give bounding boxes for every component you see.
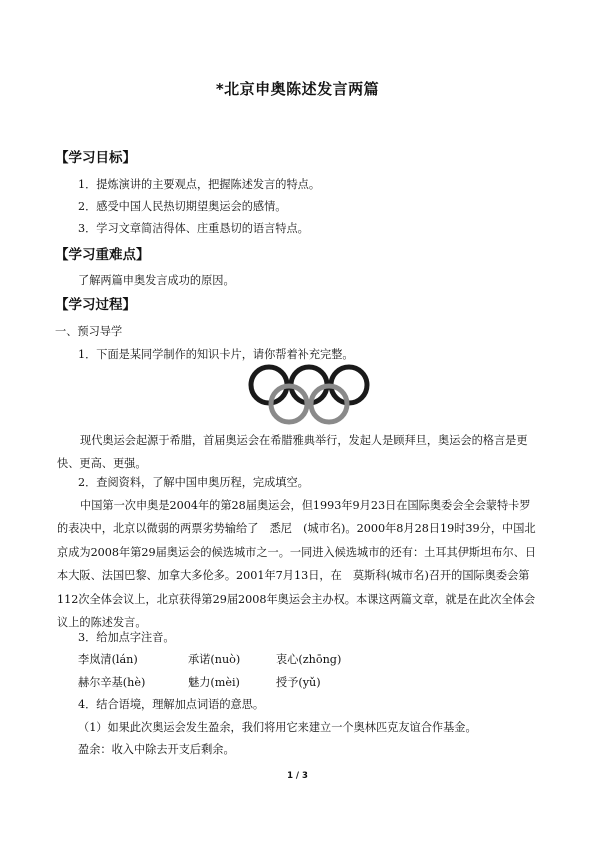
part-heading-preview: 一、预习导学 bbox=[55, 325, 123, 338]
knowledge-card-text: 现代奥运会起源于希腊，首届奥运会在希腊雅典举行，发起人是顾拜旦，奥运会的格言是更快、更高、更强。 bbox=[57, 434, 528, 471]
question-4: 4．结合语境，理解加点词语的意思。 bbox=[78, 698, 265, 711]
pinyin-item: 衷心(zhōng) bbox=[276, 653, 342, 666]
question-1: 1．下面是某同学制作的知识卡片，请你帮着补充完整。 bbox=[78, 348, 354, 361]
pinyin-item: 李岚清(lán) bbox=[78, 653, 138, 666]
section-heading-goals: 【学习目标】 bbox=[55, 150, 136, 166]
question-4-1-answer: 盈余：收入中除去开支后剩余。 bbox=[78, 743, 235, 756]
question-4-1: （1）如果此次奥运会发生盈余，我们将用它来建立一个奥林匹克友谊合作基金。 bbox=[78, 721, 477, 734]
goal-item-1: 1．提炼演讲的主要观点，把握陈述发言的特点。 bbox=[78, 178, 321, 191]
olympic-rings-icon bbox=[245, 364, 375, 426]
pinyin-item: 魅力(mèi) bbox=[188, 676, 240, 689]
page-number: 1 / 3 bbox=[287, 771, 308, 781]
pinyin-item: 赫尔辛基(hè) bbox=[78, 676, 146, 689]
page-title: *北京申奥陈述发言两篇 bbox=[215, 80, 380, 98]
goal-item-3: 3．学习文章简洁得体、庄重恳切的语言特点。 bbox=[78, 222, 309, 235]
pinyin-item: 承诺(nuò) bbox=[188, 653, 241, 666]
section-heading-key-points: 【学习重难点】 bbox=[55, 247, 150, 263]
history-text: 中国第一次申奥是2004年的第28届奥运会，但1993年9月23日在国际奥委会全会蒙特卡罗的表决中，北京以微弱的两票劣势输给了 悉尼 (城市名)。2000年8月28日19时39分，中国北京成为2008年第29届奥运会的候选城市之一。一同进入候选城市的还有：土耳其伊斯坦布尔、日本大阪、法国巴黎、加拿大多伦多。2001年7月13日，在 莫斯科(城市名)召开的国际奥委会第112次全体会议上，北京获得第29届2008年奥运会主办权。本课这两篇文章，就是在此次全体会议上的陈述发言。 bbox=[57, 499, 537, 630]
pinyin-item: 授予(yǔ) bbox=[276, 676, 321, 689]
section-heading-process: 【学习过程】 bbox=[55, 297, 136, 313]
key-point-text: 了解两篇申奥发言成功的原因。 bbox=[78, 274, 235, 287]
question-2: 2．查阅资料，了解中国申奥历程，完成填空。 bbox=[78, 476, 309, 489]
question-3: 3．给加点字注音。 bbox=[78, 631, 175, 644]
goal-item-2: 2．感受中国人民热切期望奥运会的感情。 bbox=[78, 200, 287, 213]
